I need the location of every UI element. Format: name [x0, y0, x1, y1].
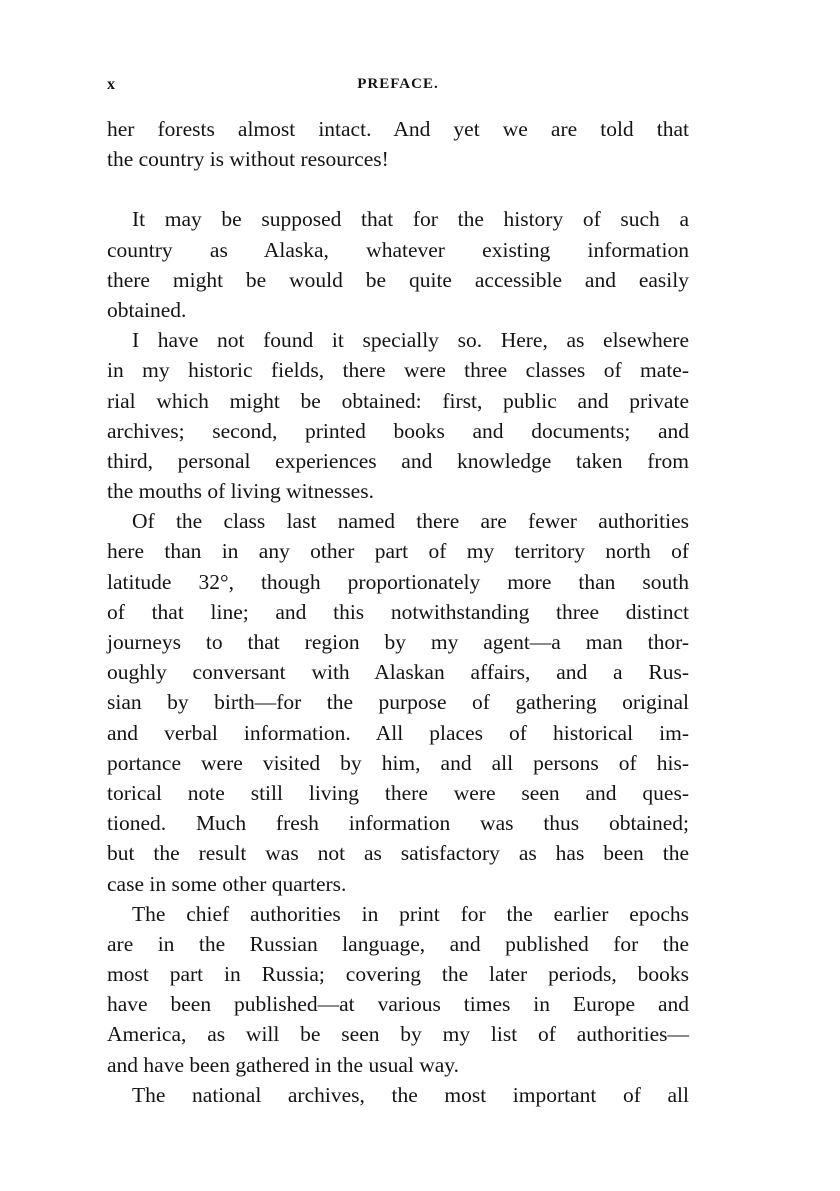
- text-line: latitude 32°, though proportionately more than south: [107, 569, 689, 594]
- page-number: x: [107, 76, 116, 93]
- page-heading: PREFACE.: [357, 76, 439, 92]
- text-line: but the result was not as satisfactory as has been the: [107, 841, 689, 866]
- text-line: It may be supposed that for the history of such a: [132, 207, 689, 232]
- paragraph-p6: [107, 1080, 689, 1110]
- text-line: here than in any other part of my territory north of: [107, 539, 689, 564]
- text-line: torical note still living there were seen and ques-: [107, 780, 689, 805]
- text-line: of that line; and this notwithstanding three distinct: [107, 599, 689, 624]
- paragraph-gap: [107, 174, 689, 204]
- text-line: have been published—at various times in Europe and: [107, 992, 689, 1017]
- text-line: sian by birth—for the purpose of gathering original: [107, 690, 689, 715]
- paragraph-p5: [107, 899, 689, 1080]
- text-line: rial which might be obtained: first, public and private: [107, 388, 689, 413]
- text-line: oughly conversant with Alaskan affairs, and a Rus-: [107, 660, 689, 685]
- body-text: [107, 114, 689, 1110]
- text-line: are in the Russian language, and published for the: [107, 931, 689, 956]
- text-line: third, personal experiences and knowledge taken from: [107, 448, 689, 473]
- text-line: portance were visited by him, and all persons of his-: [107, 750, 689, 775]
- text-line: The chief authorities in print for the earlier epochs: [132, 901, 689, 926]
- text-line: tioned. Much fresh information was thus obtained;: [107, 811, 689, 836]
- text-line: country as Alaska, whatever existing information: [107, 237, 689, 262]
- text-line: journeys to that region by my agent—a man thor-: [107, 630, 689, 654]
- text-line: the mouths of living witnesses.: [107, 479, 374, 504]
- text-line: The national archives, the most important of all: [132, 1082, 689, 1107]
- running-head: [107, 76, 689, 98]
- text-line: her forests almost intact. And yet we are told that: [107, 117, 689, 141]
- paragraph-p2: [107, 204, 689, 325]
- text-line: obtained.: [107, 297, 187, 322]
- text-line: Of the class last named there are fewer authorities: [132, 509, 689, 534]
- paragraph-p3: [107, 325, 689, 506]
- text-line: in my historic fields, there were three classes of mate-: [107, 358, 689, 383]
- text-line: the country is without resources!: [107, 147, 389, 172]
- text-line: most part in Russia; covering the later periods, books: [107, 962, 689, 987]
- text-line: America, as will be seen by my list of authorities—: [107, 1022, 689, 1047]
- text-line: there might be would be quite accessible and easily: [107, 267, 689, 292]
- text-line: archives; second, printed books and documents; and: [107, 418, 689, 443]
- text-line: and have been gathered in the usual way.: [107, 1052, 460, 1077]
- paragraph-p4: [107, 506, 689, 898]
- text-line: and verbal information. All places of historical im-: [107, 720, 689, 745]
- text-line: I have not found it specially so. Here, as elsewhere: [132, 328, 689, 353]
- paragraph-p1: [107, 114, 689, 174]
- text-line: case in some other quarters.: [107, 871, 347, 896]
